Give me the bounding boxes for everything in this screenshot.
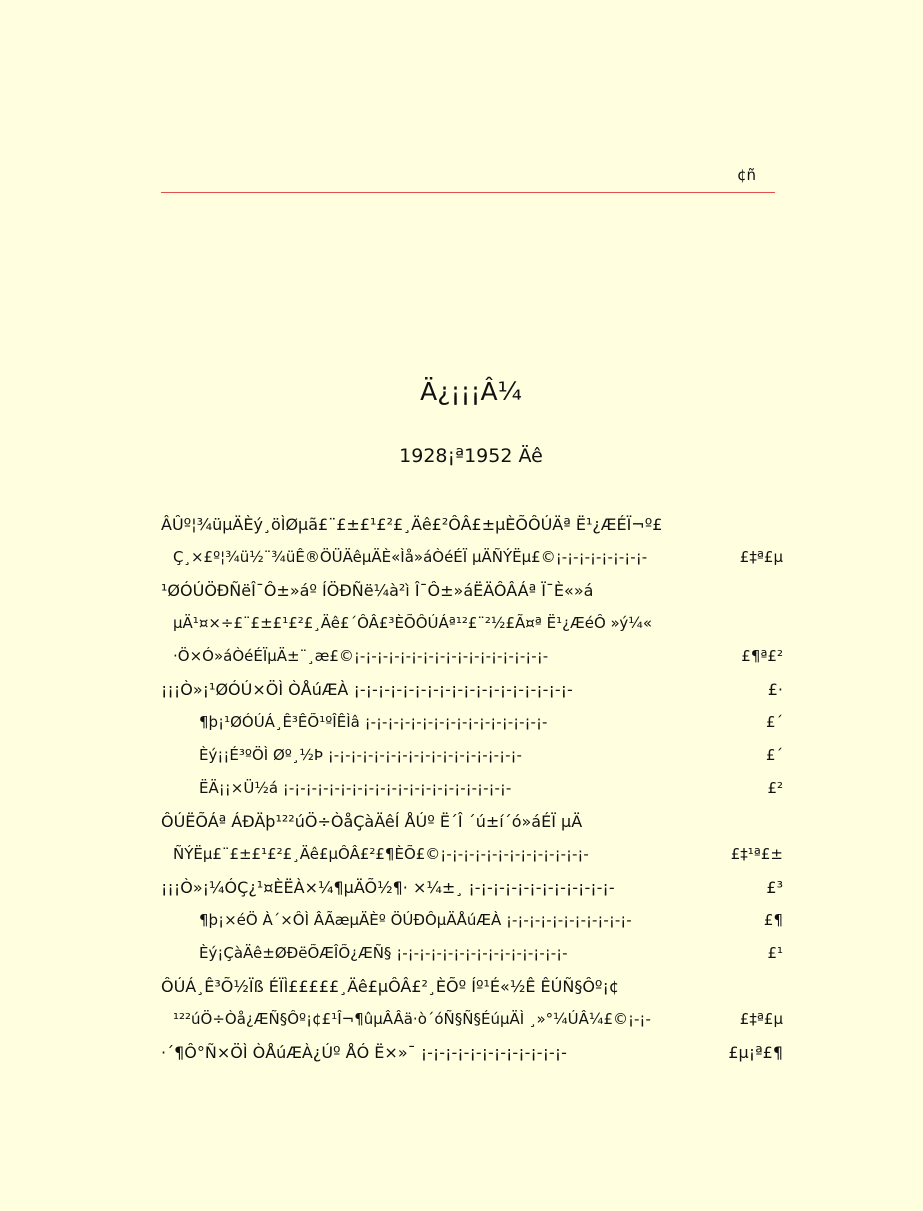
header-rule: [161, 192, 775, 193]
toc-entry-page: £µ¡ª£¶: [728, 1043, 783, 1062]
page-title: Ä¿¡¡¡Â¼: [420, 377, 522, 406]
toc-entry[interactable]: [161, 1043, 783, 1069]
toc-entry-page: £·: [767, 680, 783, 699]
toc-entry-page: £‡ª£µ: [739, 548, 783, 566]
toc-entry[interactable]: [161, 1010, 783, 1036]
toc-entry[interactable]: [161, 713, 783, 739]
toc-entry[interactable]: [161, 779, 783, 805]
toc-entry-label: ¹²²úÖ÷Òå¿ÆÑ§Ôº¡¢£¹Î¬¶ûµÂÂä·ò´óÑ§Ñ§ÉúµÄÌ ¸»°¼ÚÂ¼£©¡-¡-: [173, 1010, 651, 1028]
toc-entry-page: £´: [765, 713, 783, 731]
toc-entry-label: ¶þ¡×éÖ À´×ÔÌ ÂÃæµÄÈº ÖÚÐÔµÄÅúÆÀ ¡-¡-¡-¡-¡-¡-¡-¡-¡-¡-¡-: [199, 911, 632, 929]
toc-entry-label: ·´¶Ô°Ñ×ÖÌ ÒÅúÆÀ¿Úº ÅÓ Ë×»¯ ¡-¡-¡-¡-¡-¡-¡-¡-¡-¡-¡-¡-: [161, 1043, 567, 1062]
toc-entry[interactable]: [161, 515, 783, 541]
toc-entry-label: Èý¡ÇàÄê±ØÐëÕÆÎÕ¿ÆÑ§ ¡-¡-¡-¡-¡-¡-¡-¡-¡-¡-¡-¡-¡-¡-¡-: [199, 944, 568, 962]
page-subtitle: 1928¡ª1952 Äê: [399, 445, 543, 467]
toc-entry-page: £´: [765, 746, 783, 764]
toc-entry-label: ÔÚËÕÁª ÁÐÄþ¹²²úÖ÷ÒåÇàÄêÍ ÅÚº Ë´Î ´ú±í´ó»áÉÏ µÄ: [161, 812, 583, 831]
toc-entry-label: Ç¸×£º¦¾ü½¨¾üÊ®ÖÜÄêµÄÈ«Ìå»áÒéÉÏ µÄÑÝËµ£©¡-¡-¡-¡-¡-¡-¡-¡-: [173, 548, 648, 566]
toc-entry[interactable]: [161, 977, 783, 1003]
toc-entry-page: £¶: [763, 911, 783, 929]
toc-entry-label: ¡¡¡Ò»¡¼ÓÇ¿¹¤ÈËÀ×¼¶µÄÕ½¶· ×¼±¸ ¡-¡-¡-¡-¡-¡-¡-¡-¡-¡-¡-¡-: [161, 878, 615, 897]
toc-entry-page: £¹: [767, 944, 783, 962]
toc-entry-label: ¶þ¡¹ØÓÚÁ¸Ê³ÊÕ¹ºÎÊÌâ ¡-¡-¡-¡-¡-¡-¡-¡-¡-¡-¡-¡-¡-¡-¡-¡-: [199, 713, 548, 731]
toc-entry[interactable]: [161, 746, 783, 772]
toc-entry[interactable]: [161, 548, 783, 574]
toc-entry[interactable]: [161, 614, 783, 640]
toc-entry-label: ÂÛº¦¾üµÄÈý¸öÌØµã£¨£±£¹£²£¸Äê£²ÔÂ£±µÈÕÔÚÄª Ë¹¿ÆÉÏ¬º£: [161, 515, 663, 534]
toc-entry-label: ÔÚÁ¸Ê³Õ½Ïß ÉÏÌ£££££¸Äê£µÔÂ£²¸ÈÕº Íº¹É«½Ê ÊÚÑ§Ôº¡¢: [161, 977, 620, 996]
toc-entry[interactable]: [161, 911, 783, 937]
toc-entry-page: £²: [767, 779, 783, 797]
toc-entry-page: £‡¹ª£±: [730, 845, 783, 863]
toc-entry-label: ·Ö×Ó»áÒéÉÏµÄ±¨¸æ£©¡-¡-¡-¡-¡-¡-¡-¡-¡-¡-¡-¡-¡-¡-¡-¡-¡-: [173, 647, 549, 665]
toc-entry[interactable]: [161, 878, 783, 904]
toc-entry[interactable]: [161, 680, 783, 706]
toc-entry-page: £‡ª£µ: [739, 1010, 783, 1028]
toc-entry-label: ¹ØÓÚÖÐÑëÎ¯Ô±»áº ÍÖÐÑë¼à²ì Î¯Ô±»áËÄÔÂÁª Ï¯È«»á: [161, 581, 594, 600]
toc-entry-label: ¡¡¡Ò»¡¹ØÓÚ×ÖÌ ÒÅúÆÀ ¡-¡-¡-¡-¡-¡-¡-¡-¡-¡-¡-¡-¡-¡-¡-¡-¡-¡-: [161, 680, 573, 699]
toc-entry[interactable]: [161, 944, 783, 970]
toc-entry-label: µÄ¹¤×÷£¨£±£¹£²£¸Äê£´ÔÂ£³ÈÕÔÚÁª¹²£¨²½£Ã¤ª Ë¹¿ÆéÔ »ý¼«: [173, 614, 653, 632]
toc-entry-label: ËÄ¡¡×Ü½á ¡-¡-¡-¡-¡-¡-¡-¡-¡-¡-¡-¡-¡-¡-¡-¡-¡-¡-¡-¡-: [199, 779, 512, 797]
toc-entry[interactable]: [161, 812, 783, 838]
toc-entry-page: £¶ª£²: [741, 647, 783, 665]
page-number: ¢ñ: [737, 166, 757, 184]
toc-entry-page: £³: [766, 878, 783, 897]
toc-entry[interactable]: [161, 845, 783, 871]
toc-entry-label: ÑÝËµ£¨£±£¹£²£¸Äê£µÔÂ£²£¶ÈÕ£©¡-¡-¡-¡-¡-¡-¡-¡-¡-¡-¡-¡-¡-: [173, 845, 589, 863]
toc-entry[interactable]: [161, 581, 783, 607]
toc-entry[interactable]: [161, 647, 783, 673]
toc-entry-label: Èý¡¡É³ºÖÌ Øº¸½Þ ¡-¡-¡-¡-¡-¡-¡-¡-¡-¡-¡-¡-¡-¡-¡-¡-¡-: [199, 746, 522, 764]
